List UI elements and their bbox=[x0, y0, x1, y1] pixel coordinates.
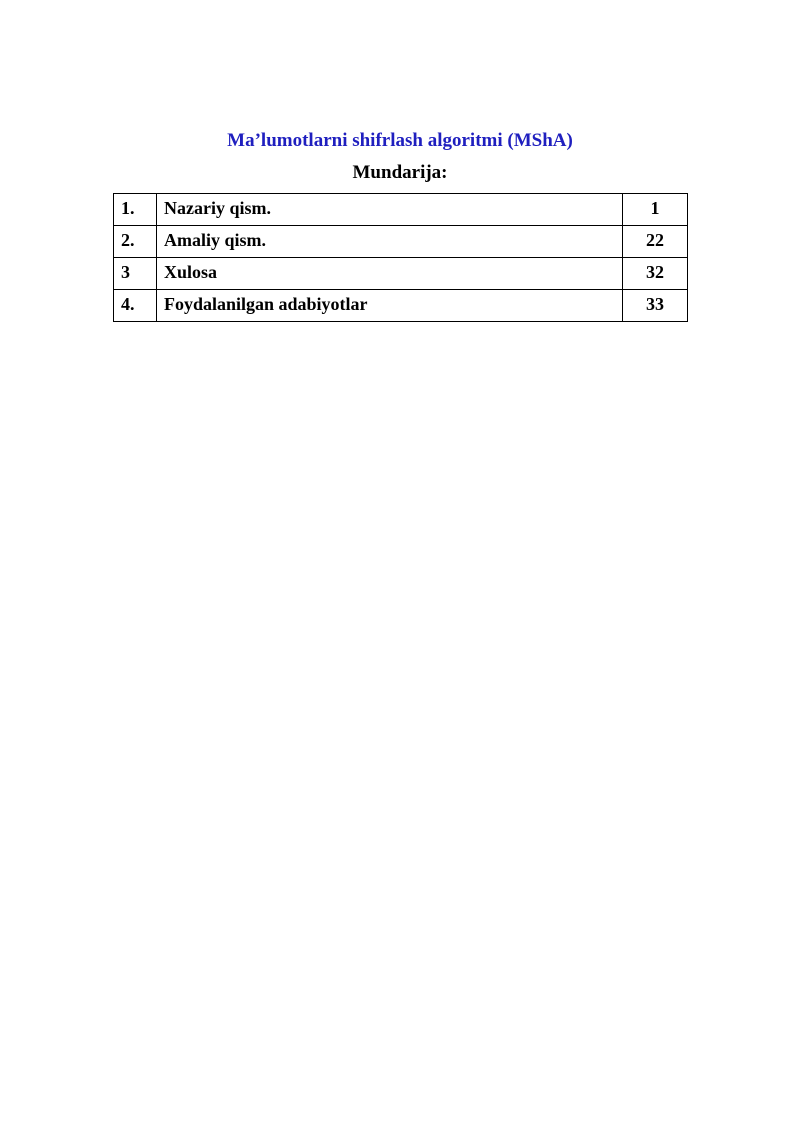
table-row bbox=[114, 226, 688, 258]
toc-title: Amaliy qism. bbox=[157, 226, 623, 258]
table-row bbox=[114, 258, 688, 290]
toc-number: 4. bbox=[114, 290, 157, 322]
toc-title: Foydalanilgan adabiyotlar bbox=[157, 290, 623, 322]
table-row bbox=[114, 194, 688, 226]
toc-number: 1. bbox=[114, 194, 157, 226]
toc-page: 33 bbox=[623, 290, 688, 322]
toc-title: Xulosa bbox=[157, 258, 623, 290]
document-title: Ma’lumotlarni shifrlash algoritmi (MShA) bbox=[227, 130, 573, 151]
toc-title: Nazariy qism. bbox=[157, 194, 623, 226]
toc-number: 2. bbox=[114, 226, 157, 258]
toc-number: 3 bbox=[114, 258, 157, 290]
toc-heading: Mundarija: bbox=[352, 162, 448, 183]
toc-page: 1 bbox=[623, 194, 688, 226]
toc-page: 22 bbox=[623, 226, 688, 258]
toc-page: 32 bbox=[623, 258, 688, 290]
table-row bbox=[114, 290, 688, 322]
toc-table bbox=[113, 193, 688, 322]
